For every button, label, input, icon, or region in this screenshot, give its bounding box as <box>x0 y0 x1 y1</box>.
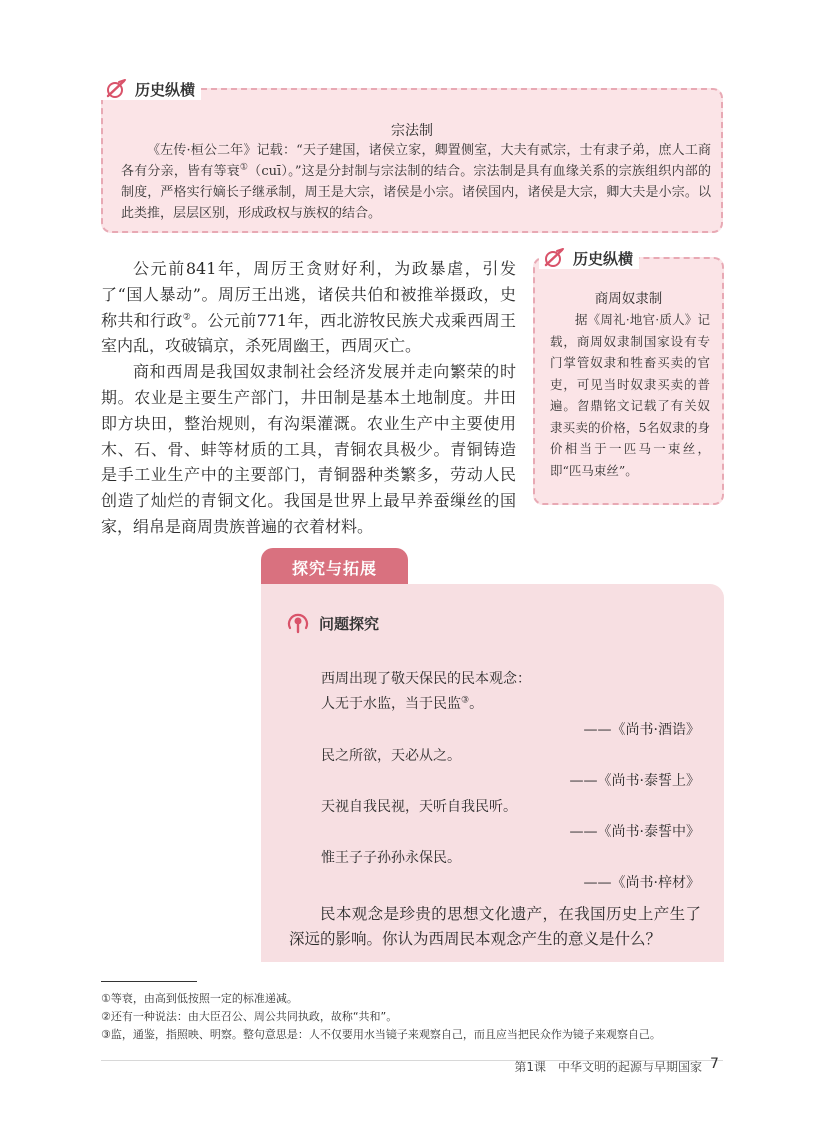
quote-1-part-a: 人无于水监，当于民监 <box>321 696 461 712</box>
box-title: 宗法制 <box>391 123 433 139</box>
history-box-zongfa <box>101 80 723 233</box>
footnote-mark: ③ <box>461 695 470 706</box>
main-text <box>101 256 516 540</box>
history-box-slavery <box>533 249 724 505</box>
footnote-2: ②还有一种说法：由大臣召公、周公共同执政，故称“共和”。 <box>101 1010 398 1023</box>
paragraph-1-part-b: 。公元前771年，西北游牧民族犬戎乘西周王室内乱，攻破镐京，杀死周幽王，西周灭亡。 <box>101 310 516 356</box>
explore-tab: 探究与拓展 <box>261 548 408 586</box>
quote-2: 民之所欲，天必从之。 <box>321 748 461 764</box>
box-title: 商周奴隶制 <box>594 291 663 307</box>
explore-box <box>261 584 724 962</box>
box-text: 据《周礼·地官·质人》记载，商周奴隶制国家设有专门掌管奴隶和牲畜买卖的官吏，可见当时奴隶买卖的普遍。曶鼎铭文记载了有关奴隶买卖的价格，5名奴隶的身价相当于一匹马一束丝，即“匹马束丝”。 <box>550 312 710 478</box>
paragraph-1-part-a: 公元前841年，周厉王贪财好利，为政暴虐，引发了“国人暴动”。周厉王出逃，诸侯共伯和被推举摄政，史称共和行政 <box>101 259 516 330</box>
quote-4: 惟王子子孙孙永保民。 <box>321 850 461 866</box>
page-number: 7 <box>710 1056 719 1072</box>
quote-1 <box>321 693 483 713</box>
paragraph-2: 商和西周是我国奴隶制社会经济发展并走向繁荣的时期。农业是主要生产部门，井田制是基本土地制度。井田即方块田，整治规则，有沟渠灌溉。农业生产中主要使用木、石、骨、蚌等材质的工具，青铜农具极少。青铜铸造是手工业生产中的主要部门，青铜器种类繁多，劳动人民创造了灿烂的青铜文化。我国是世界上最早养蚕缫丝的国家，绢帛是商周贵族普遍的衣着材料。 <box>101 362 516 536</box>
explore-question: 民本观念是珍贵的思想文化遗产，在我国历史上产生了深远的影响。你认为西周民本观念产生的意义是什么？ <box>289 905 701 948</box>
footnote-mark: ② <box>182 312 192 323</box>
quote-4-source: ——《尚书·梓材》 <box>583 875 700 891</box>
quote-1-source: ——《尚书·酒诰》 <box>583 722 700 738</box>
question-bulb-icon <box>285 610 311 636</box>
history-box-label: 历史纵横 <box>135 80 196 99</box>
footnote-divider <box>101 981 197 982</box>
box-text-part-b: （cuī）。”这是分封制与宗法制的结合。宗法制是具有血缘关系的宗族组织内部的制度，严格实行嫡长子继承制，周王是大宗，诸侯是小宗。诸侯国内，诸侯是大宗，卿大夫是小宗。以此类推，层层区别，形成政权与族权的结合。 <box>121 164 711 221</box>
history-emblem-icon <box>543 247 565 269</box>
question-header-label: 问题探究 <box>319 614 380 633</box>
history-box-label: 历史纵横 <box>573 249 634 268</box>
footer-lesson: 第1课 中华文明的起源与早期国家 <box>514 1060 702 1074</box>
history-emblem-icon <box>105 78 127 100</box>
footnote-3: ③监，通鉴，指照映、明察。整句意思是：人不仅要用水当镜子来观察自己，而且应当把民众作为镜子来观察自己。 <box>101 1028 661 1041</box>
history-box-header <box>101 78 201 100</box>
paragraph-1 <box>101 256 516 359</box>
box-text <box>121 140 711 224</box>
question-header <box>285 610 379 636</box>
footnote-mark: ① <box>239 162 249 173</box>
box-text-part-a: 《左传·桓公二年》记载：“天子建国，诸侯立家，卿置侧室，大夫有贰宗，士有隶子弟，庶人工商各有分亲，皆有等衰 <box>121 143 711 179</box>
history-box-header <box>539 247 639 269</box>
explore-intro: 西周出现了敬天保民的民本观念： <box>321 671 531 687</box>
quote-3: 天视自我民视，天听自我民听。 <box>321 799 517 815</box>
footnote-1: ①等衰，由高到低按照一定的标准递减。 <box>101 992 298 1005</box>
quote-2-source: ——《尚书·泰誓上》 <box>569 773 700 789</box>
quote-3-source: ——《尚书·泰誓中》 <box>569 824 700 840</box>
quote-1-part-b: 。 <box>469 696 484 712</box>
